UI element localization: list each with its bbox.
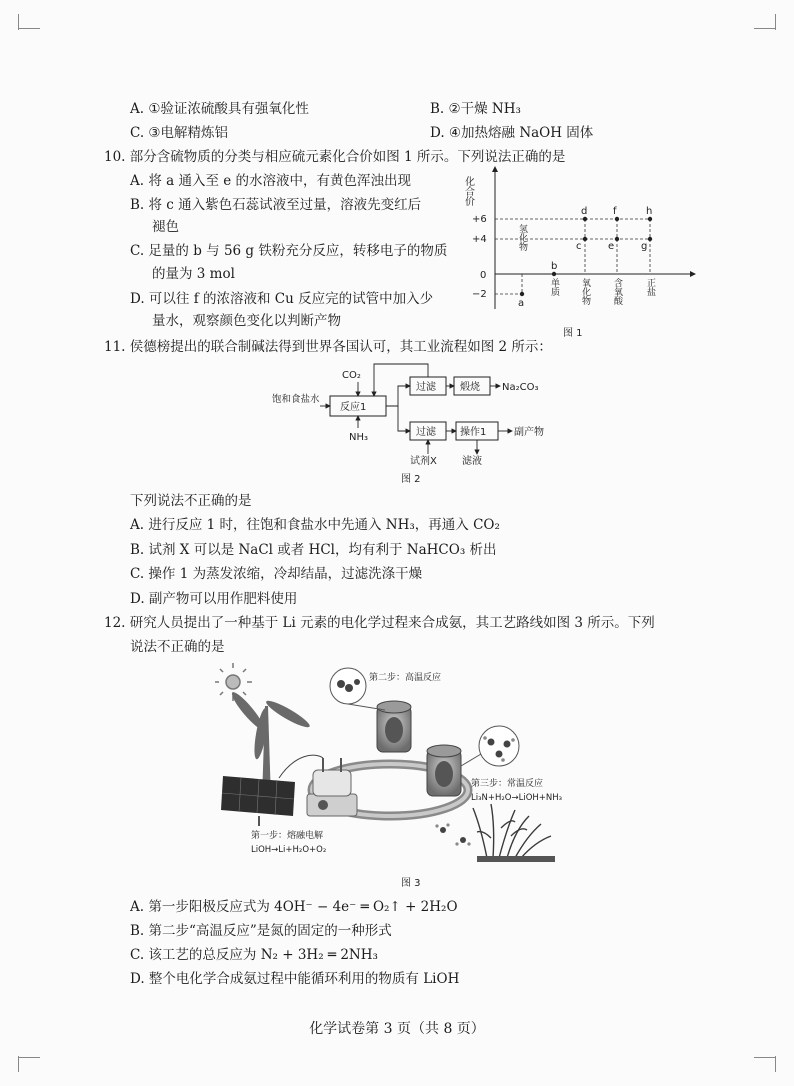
fig2-calcine: 煅烧 xyxy=(460,382,480,393)
q11-option-b: B. 试剂 X 可以是 NaCl 或者 HCl，均有利于 NaHCO₃ 析出 xyxy=(130,542,497,558)
fig2-nh3: NH₃ xyxy=(349,432,369,443)
fig1-ytick-m2: −2 xyxy=(472,289,487,300)
fig1-point-f xyxy=(615,217,619,221)
reactor-tank-2 xyxy=(427,745,461,796)
crop-mark xyxy=(18,28,40,29)
fig2-caption: 图 2 xyxy=(401,474,421,484)
q11-question: 下列说法不正确的是 xyxy=(130,493,252,509)
crop-mark xyxy=(754,28,776,29)
fig1-label-e: e xyxy=(608,241,615,252)
page-footer: 化学试卷第 3 页（共 8 页） xyxy=(309,1021,485,1037)
crop-mark xyxy=(18,1056,35,1072)
q10-option-c: C. 足量的 b 与 56 g 铁粉充分反应，转移电子的物质 xyxy=(130,243,448,259)
nh3-molecule-icon xyxy=(461,726,519,766)
fig2-reagent: 试剂X xyxy=(410,456,437,467)
fig1-label-g: g xyxy=(641,241,648,252)
q10-option-d: D. 可以往 f 的浓溶液和 Cu 反应完的试管中加入少 xyxy=(130,291,434,307)
fig2-reaction: 反应1 xyxy=(340,402,367,413)
fig1-label-f: f xyxy=(613,206,617,217)
fig3-step2: 第二步：高温反应 xyxy=(369,673,442,683)
fig2-co2: CO₂ xyxy=(342,370,361,381)
fig3-step1: 第一步：熔融电解 xyxy=(251,831,324,841)
q11-stem: 11. 侯德榜提出的联合制碱法得到世界各国认可，其工业流程如图 2 所示： xyxy=(104,339,552,355)
fig3-step1-eq: LiOH→Li+H₂O+O₂ xyxy=(251,845,327,855)
q12-stem: 12. 研究人员提出了一种基于 Li 元素的电化学过程来合成氨，其工艺路线如图 3 所示。下列 xyxy=(104,615,655,631)
fig1-point-c xyxy=(583,237,587,241)
fig1-cat-oxide: 氧化物 xyxy=(580,278,590,305)
figure-1-valence-chart xyxy=(460,164,700,342)
q9-option-d: D. ④加热熔融 NaOH 固体 xyxy=(430,125,594,141)
q12-option-c: C. 该工艺的总反应为 N₂ + 3H₂ ═ 2NH₃ xyxy=(130,947,378,963)
crop-mark xyxy=(759,1056,776,1072)
fig2-filtrate: 滤液 xyxy=(462,456,482,467)
fig1-cat-oxyacid: 含氧酸 xyxy=(612,278,622,305)
q11-option-d: D. 副产物可以用作肥料使用 xyxy=(130,591,298,607)
fig1-point-h xyxy=(648,217,652,221)
q10-option-d-cont: 量水，观察颜色变化以判断产物 xyxy=(152,313,341,329)
fig3-caption: 图 3 xyxy=(401,878,421,889)
q10-option-c-cont: 的量为 3 mol xyxy=(152,266,235,282)
q12-option-d: D. 整个电化学合成氨过程中能循环利用的物质有 LiOH xyxy=(130,971,460,987)
fig1-label-c: c xyxy=(576,241,582,252)
fig1-label-d: d xyxy=(581,206,588,217)
solar-panel-icon xyxy=(221,776,295,826)
fig1-point-a xyxy=(520,292,524,296)
fig1-ylabel: 化合价 xyxy=(462,176,474,206)
fig1-cat-salt: 正盐 xyxy=(645,278,655,296)
fig2-feed: 饱和食盐水 xyxy=(272,394,320,405)
q12-option-b: B. 第二步“高温反应”是氮的固定的一种形式 xyxy=(130,923,392,939)
crop-plants-icon xyxy=(473,804,555,862)
q12-stem-cont: 说法不正确的是 xyxy=(130,639,225,655)
fig1-cat-element: 单质 xyxy=(549,278,559,296)
fig2-filter1: 过滤 xyxy=(416,382,436,393)
q10-stem: 10. 部分含硫物质的分类与相应硫元素化合价如图 1 所示。下列说法正确的是 xyxy=(104,149,566,165)
q9-option-c: C. ③电解精炼铝 xyxy=(130,125,229,141)
fig2-byproduct: 副产物 xyxy=(514,427,544,438)
fig1-ytick-0: 0 xyxy=(480,270,487,281)
q12-option-a: A. 第一步阳极反应式为 4OH⁻ − 4e⁻ ═ O₂↑ + 2H₂O xyxy=(130,899,458,915)
reactor-tank-1 xyxy=(377,701,411,752)
fig1-label-h: h xyxy=(646,206,653,217)
q9-option-b: B. ②干燥 NH₃ xyxy=(430,101,521,117)
fig1-point-d xyxy=(583,217,587,221)
crop-mark xyxy=(754,1057,776,1058)
q11-option-c: C. 操作 1 为蒸发浓缩，冷却结晶，过滤洗涤干燥 xyxy=(130,566,423,582)
fig1-ytick-p4: +4 xyxy=(472,234,487,245)
fig1-ytick-p6: +6 xyxy=(472,214,487,225)
ammonia-molecule-icon xyxy=(435,823,470,845)
crop-mark xyxy=(18,1057,40,1058)
fig3-step3-eq: Li₃N+H₂O→LiOH+NH₃ xyxy=(471,793,563,803)
fig1-point-e xyxy=(615,237,619,241)
fig3-step3: 第三步：常温反应 xyxy=(471,779,544,789)
fig1-point-g xyxy=(648,237,652,241)
fig1-cat-hydride: 氢化物 xyxy=(517,224,527,251)
q10-option-b-cont: 褪色 xyxy=(152,219,179,235)
q10-option-a: A. 将 a 通入至 e 的水溶液中，有黄色浑浊出现 xyxy=(130,173,412,189)
figure-3-process xyxy=(215,658,565,890)
fig2-product: Na₂CO₃ xyxy=(502,382,539,393)
fig2-op1: 操作1 xyxy=(460,427,487,438)
fig1-label-a: a xyxy=(518,298,525,309)
figure-2-flowchart xyxy=(270,360,570,484)
q9-option-a: A. ①验证浓硫酸具有强氧化性 xyxy=(130,101,309,117)
fig1-point-b xyxy=(552,272,556,276)
fig2-filter2: 过滤 xyxy=(416,427,436,438)
q11-option-a: A. 进行反应 1 时，往饱和食盐水中先通入 NH₃，再通入 CO₂ xyxy=(130,517,500,533)
q10-option-b: B. 将 c 通入紫色石蕊试液至过量，溶液先变红后 xyxy=(130,197,422,213)
fig1-caption: 图 1 xyxy=(563,328,583,339)
fig1-label-b: b xyxy=(551,261,558,272)
